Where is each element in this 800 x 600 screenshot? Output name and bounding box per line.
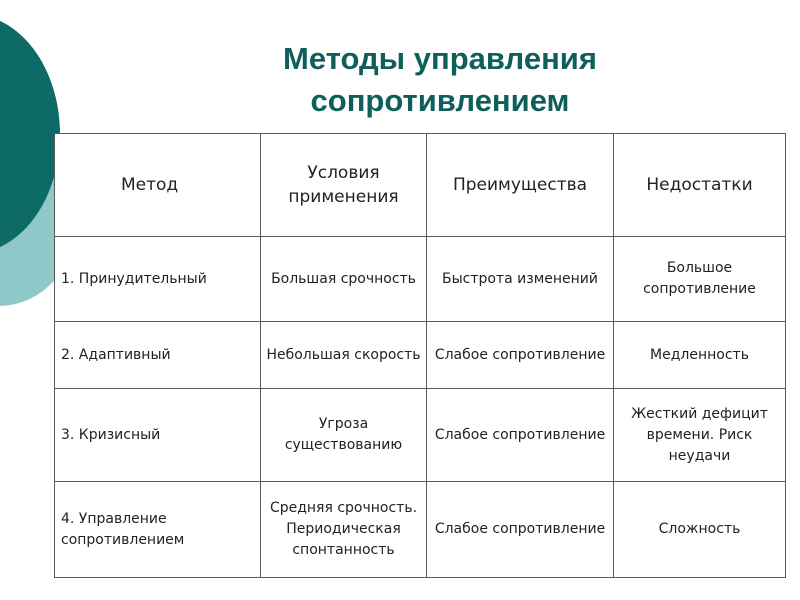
table-row bbox=[55, 389, 786, 482]
slide-title-line-2: сопротивлением bbox=[310, 83, 570, 118]
methods-table bbox=[54, 133, 786, 578]
table-row bbox=[55, 482, 786, 578]
table-cell-advantages: Слабое сопротивление bbox=[427, 322, 614, 389]
table-cell-disadvantages: Большое сопротивление bbox=[614, 237, 786, 322]
table-cell-advantages: Слабое сопротивление bbox=[427, 482, 614, 578]
table-cell-conditions: Средняя срочность. Периодическая спонтанность bbox=[261, 482, 427, 578]
table-row bbox=[55, 237, 786, 322]
table-cell-advantages: Быстрота изменений bbox=[427, 237, 614, 322]
table-cell-conditions: Большая срочность bbox=[261, 237, 427, 322]
table-row bbox=[55, 322, 786, 389]
table-header-row bbox=[55, 134, 786, 237]
header-conditions: Условия применения bbox=[261, 134, 427, 237]
table-cell-method: 4. Управление сопротивлением bbox=[55, 482, 261, 578]
table-cell-conditions: Угроза существованию bbox=[261, 389, 427, 482]
slide-title-line-1: Методы управления bbox=[283, 41, 597, 76]
slide-title bbox=[200, 38, 680, 122]
table-cell-disadvantages: Медленность bbox=[614, 322, 786, 389]
table-cell-conditions: Небольшая скорость bbox=[261, 322, 427, 389]
table-cell-method: 3. Кризисный bbox=[55, 389, 261, 482]
table-cell-method: 1. Принудительный bbox=[55, 237, 261, 322]
header-disadvantages: Недостатки bbox=[614, 134, 786, 237]
header-method: Метод bbox=[55, 134, 261, 237]
header-advantages: Преимущества bbox=[427, 134, 614, 237]
table-cell-disadvantages: Сложность bbox=[614, 482, 786, 578]
table-cell-method: 2. Адаптивный bbox=[55, 322, 261, 389]
table-cell-advantages: Слабое сопротивление bbox=[427, 389, 614, 482]
table-cell-disadvantages: Жесткий дефицит времени. Риск неудачи bbox=[614, 389, 786, 482]
